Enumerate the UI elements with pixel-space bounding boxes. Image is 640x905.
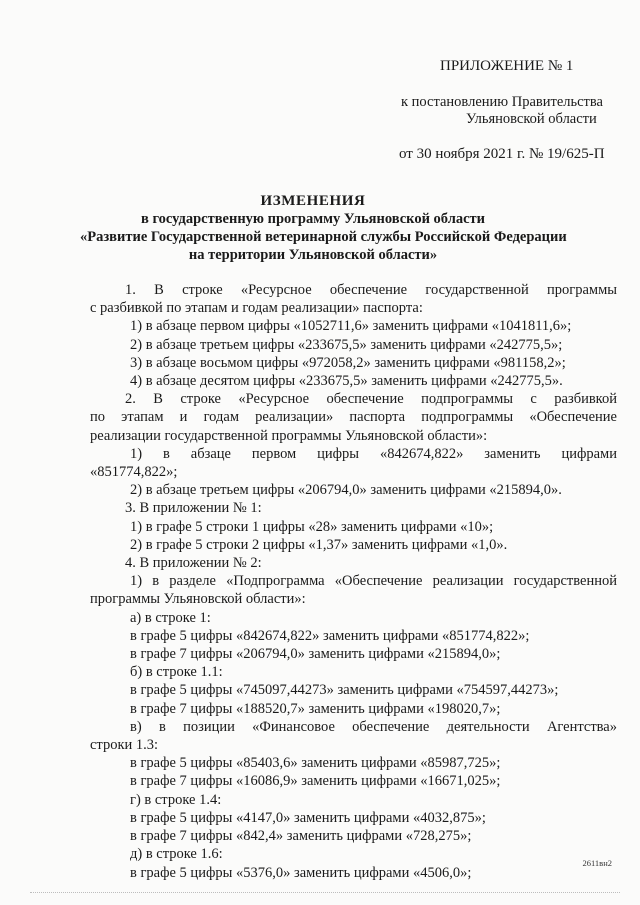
document-body xyxy=(90,281,617,882)
body-line: 2) в абзаце третьем цифры «206794,0» заменить цифрами «215894,0». xyxy=(130,482,562,499)
body-line: в графе 5 цифры «4147,0» заменить цифрами «4032,875»; xyxy=(130,809,486,826)
decree-reference-line1: к постановлению Правительства xyxy=(401,94,603,110)
body-line: в графе 7 цифры «16086,9» заменить цифрами «16671,025»; xyxy=(130,773,501,790)
body-line: в графе 7 цифры «206794,0» заменить цифрами «215894,0»; xyxy=(130,646,501,663)
document-title xyxy=(80,192,567,264)
body-line: 3. В приложении № 1: xyxy=(125,500,262,517)
title-line-3: на территории Ульяновской области» xyxy=(188,247,438,263)
body-line: реализации государственной программы Ульяновской области»: xyxy=(90,427,488,444)
body-line: 2) в графе 5 строки 2 цифры «1,37» заменить цифрами «1,0». xyxy=(130,536,508,553)
body-line: в графе 7 цифры «842,4» заменить цифрами «728,275»; xyxy=(130,828,472,845)
page-code: 2611вн2 xyxy=(582,858,612,868)
body-line: программы Ульяновской области»: xyxy=(90,591,306,608)
body-line: 1) в абзаце первом цифры «842674,822» заменить цифрами xyxy=(130,445,617,462)
title-main: ИЗМЕНЕНИЯ xyxy=(260,193,366,209)
body-line: в графе 5 цифры «842674,822» заменить цифрами «851774,822»; xyxy=(130,627,530,644)
body-line: 1) в графе 5 строки 1 цифры «28» заменить цифрами «10»; xyxy=(130,518,494,535)
body-line: г) в строке 1.4: xyxy=(130,791,222,808)
body-line: 1. В строке «Ресурсное обеспечение государственной программы xyxy=(125,282,617,298)
body-line: с разбивкой по этапам и годам реализации» паспорта: xyxy=(90,300,423,317)
body-line: в графе 5 цифры «745097,44273» заменить цифрами «754597,44273»; xyxy=(130,682,559,699)
body-line: 1) в разделе «Подпрограмма «Обеспечение реализации государственной xyxy=(130,573,617,590)
body-line: в графе 5 цифры «5376,0» заменить цифрами «4506,0»; xyxy=(130,864,472,881)
body-line: 4. В приложении № 2: xyxy=(125,555,262,572)
body-line: строки 1.3: xyxy=(90,737,159,754)
body-line: «851774,822»; xyxy=(90,464,178,481)
decree-reference-line2: Ульяновской области xyxy=(466,111,597,127)
scan-edge-artifact xyxy=(30,892,620,894)
body-line: 4) в абзаце десятом цифры «233675,5» заменить цифрами «242775,5». xyxy=(130,373,563,390)
body-line: в графе 7 цифры «188520,7» заменить цифрами «198020,7»; xyxy=(130,700,501,717)
decree-date: от 30 ноября 2021 г. № 19/625-П xyxy=(399,146,605,162)
appendix-label: ПРИЛОЖЕНИЕ № 1 xyxy=(440,58,574,74)
body-line: 2) в абзаце третьем цифры «233675,5» заменить цифрами «242775,5»; xyxy=(130,336,563,353)
body-line: по этапам и годам реализации» паспорта подпрограммы «Обеспечение xyxy=(90,409,617,426)
body-line: б) в строке 1.1: xyxy=(130,664,223,681)
title-line-2: «Развитие Государственной ветеринарной службы Российской Федерации xyxy=(80,229,567,245)
body-line: 1) в абзаце первом цифры «1052711,6» заменить цифрами «1041811,6»; xyxy=(130,318,572,335)
body-line: д) в строке 1.6: xyxy=(130,846,223,863)
body-line: а) в строке 1: xyxy=(130,609,211,626)
body-line: в) в позиции «Финансовое обеспечение деятельности Агентства» xyxy=(130,718,617,735)
body-line: 2. В строке «Ресурсное обеспечение подпрограммы с разбивкой xyxy=(125,391,617,408)
body-line: в графе 5 цифры «85403,6» заменить цифрами «85987,725»; xyxy=(130,755,501,772)
body-line: 3) в абзаце восьмом цифры «972058,2» заменить цифрами «981158,2»; xyxy=(130,354,566,371)
title-line-1: в государственную программу Ульяновской области xyxy=(140,211,485,227)
